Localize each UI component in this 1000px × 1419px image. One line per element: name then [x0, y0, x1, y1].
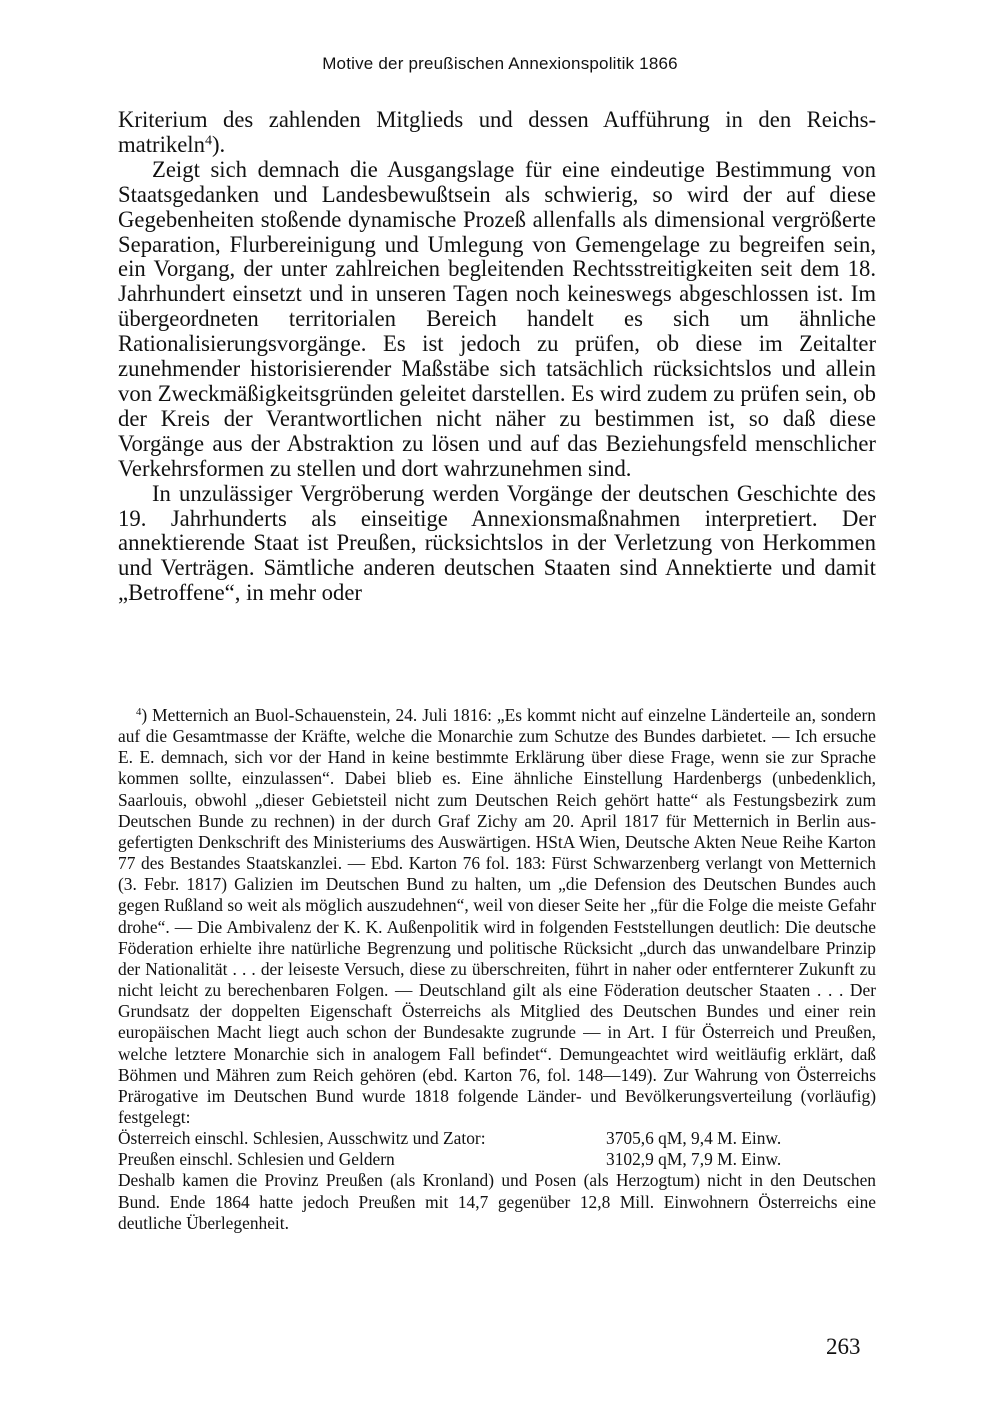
footnote [118, 705, 876, 1234]
paragraph-3: In unzulässiger Vergröberung werden Vorgänge der deutschen Geschichte des 19. Jahrhunderts als einseitige Annexionsmaßnahmen interpretiert. Der annektierende Staat ist Preußen, rücksichtslos in der Verletzung von Herkommen und Verträgen. Sämtliche anderen deutschen Staaten sind Annektierte und damit „Betroffene“, in mehr oder [118, 480, 876, 606]
paragraph-2: Zeigt sich demnach die Ausgangslage für eine eindeutige Bestimmung von Staatsgedanken und Landesbewußtsein als schwierig, so wird der auf diese Gegebenheiten stoßende dynamische Prozeß allenfalls als dimensional vergrößerte Separation, Flurbereinigung und Umlegung von Gemengelage zu begreifen sein, ein Vorgang, der unter zahlreichen begleitenden Rechtsstreitigkeiten seit dem 18. Jahrhundert einsetzt und in unseren Tagen noch keineswegs abgeschlossen ist. Im übergeordneten territorialen Bereich handelt es sich um ähnliche Rationalisierungsvorgänge. Es ist jedoch zu prüfen, ob diese im Zeitalter zunehmender historisierender Maßstäbe sich tatsächlich rücksichtslos und allein von Zweckmäßigkeitsgründen geleitet darstellen. Es wird zudem zu prüfen sein, ob der Kreis der Verantwortlichen nicht näher zu bestimmen ist, so daß diese Vorgänge aus der Abstraktion zu lösen und auf das Beziehungsfeld menschlicher Verkehrsformen zu stellen und dort wahrzunehmen sind. [118, 156, 876, 481]
population-row-value: 3705,6 qM, 9,4 M. Einw. [606, 1128, 782, 1149]
running-head: Motive der preußischen Annexionspolitik 1866 [322, 54, 678, 73]
footnote-reference: 4 [204, 132, 212, 149]
population-row-label: Preußen einschl. Schlesien und Geldern [118, 1149, 395, 1170]
population-row-label: Österreich einschl. Schlesien, Ausschwitz und Zator: [118, 1128, 486, 1149]
population-row-prussia [118, 1149, 876, 1170]
footnote-marker-close: ) [141, 705, 148, 725]
paragraph-1 [118, 108, 876, 158]
paragraph-1-end: ). [211, 131, 226, 157]
footnote-marker: 4 [136, 706, 142, 719]
footnote-text: Metternich an Buol-Schauenstein, 24. Juli 1816: „Es kommt nicht auf einzelne Länderteile an, sondern auf die Gesamtmasse der Kräfte, welche die Monarchie zum Schutze des Bundes darbietet. — Ich ersuche E. E. demnach, sich vor der Hand in keine bestimmte Erklärung über diese Frage, wenn sie zur Sprache kommen sollte, einzulassen“. Dabei blieb es. Eine ähnliche Einstellung Hardenbergs (unbedenklich, Saarlouis, obwohl „dieser Gebietsteil nicht zum Deutschen Reich gehört hatte“ als Festungsbezirk zum Deutschen Bunde zu rechnen) in der durch Graf Zichy am 20. April 1817 für Metternich in Berlin ausgefertigten Denkschrift des Ministeriums des Auswärtigen. HStA Wien, Deutsche Akten Neue Reihe Karton 77 des Bestandes Staatskanzlei. — Ebd. Karton 76 fol. 183: Fürst Schwarzenberg verlangt von Metternich (3. Febr. 1817) Galizien im Deutschen Bund zu halten, um „die Defension des Deutschen Bundes auch gegen Rußland so weit als möglich auszudehnen“, weil von dieser Seite her „für die Folge die meiste Gefahr drohe“. — Die Ambivalenz der K. K. Außenpolitik wird in folgenden Feststellungen deutlich: Die deutsche Föderation erhielte ihre natürliche Begrenzung und politische Rücksicht „durch das unwandelbare Prinzip der Nationalität . . . der leiseste Versuch, diese zu überschreiten, führt in naher oder entfernterer Zukunft zu nicht leicht zu berechenbaren Folgen. — Deutschland gilt als eine Föderation deutscher Staaten . . . Der Grundsatz der doppelten Eigenschaft Österreichs als Mitglied des Deutschen Bundes und einer rein europäischen Macht liegt auch schon der Bundesakte zugrunde — in Art. I für Österreich und Preußen, welche letztere Monarchie sich in analogem Fall befindet“. Demungeachtet wird weitläufig erklärt, daß Böhmen und Mähren zum Reich gehören (ebd. Karton 76, fol. 148—149). Zur Wahrung von Österreichs Prärogative im Deutschen Bund wurde 1818 folgende Länder- und Bevölkerungsverteilung (vorläufig) festgelegt: [118, 705, 876, 1127]
footnote-body [118, 705, 876, 1128]
paragraph-1-text: Kriterium des zahlenden Mitglieds und dessen Aufführung in den Reichsmatrikeln [118, 107, 876, 157]
page-number: 263 [826, 1334, 861, 1359]
footnote-closing: Deshalb kamen die Provinz Preußen (als Kronland) und Posen (als Herzogtum) nicht in den Deutschen Bund. Ende 1864 hatte jedoch Preußen mit 14,7 gegenüber 12,8 Mill. Einwohnern Österreichs eine deutliche Überlegenheit. [118, 1170, 876, 1233]
population-row-value: 3102,9 qM, 7,9 M. Einw. [606, 1149, 782, 1170]
main-text [118, 108, 876, 606]
population-row-austria [118, 1128, 876, 1149]
